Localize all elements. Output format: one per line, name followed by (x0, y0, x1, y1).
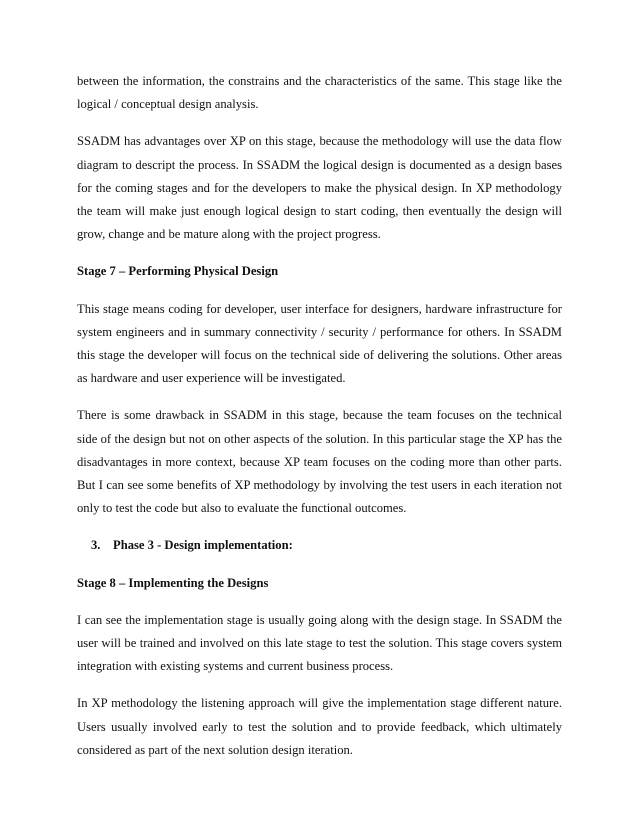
paragraph-implementation-stage: I can see the implementation stage is usually going along with the design stage. In SSADM the user will be trained and involved on this late stage to test the solution. This stage covers system integration with existing systems and current business process. (77, 612, 562, 674)
stage-8-heading: Stage 8 – Implementing the Designs (77, 575, 269, 590)
paragraph-physical-design: This stage means coding for developer, user interface for designers, hardware infrastructure for system engineers and in summary connectivity / security / performance for others. In SSADM this stage the developer will focus on the technical side of delivering the solutions. Other areas as hardware and user experience will be investigated. (77, 301, 562, 386)
paragraph-logical-design-intro: between the information, the constrains and the characteristics of the same. This stage like the logical / conceptual design analysis. (77, 74, 562, 112)
paragraph-xp-implementation: In XP methodology the listening approach will give the implementation stage different nature. Users usually involved early to test the solution and to provide feedback, which ultimately considered as part of the next solution design iteration. (77, 696, 562, 757)
stage-7-heading: Stage 7 – Performing Physical Design (77, 264, 279, 279)
phase-3-heading (77, 534, 562, 557)
paragraph-ssadm-vs-xp-logical: SSADM has advantages over XP on this stage, because the methodology will use the data flow diagram to descript the process. In SSADM the logical design is documented as a design bases for the coming stages and for the developers to make the physical design. In XP methodology the team will make just enough logical design to start coding, then eventually the design will grow, change and be mature along with the project progress. (77, 134, 562, 242)
phase-3-number: 3. (91, 538, 101, 553)
paragraph-physical-drawbacks: There is some drawback in SSADM in this stage, because the team focuses on the technical side of the design but not on other aspects of the solution. In this particular stage the XP has the disadvantages in more context, because XP team focuses on the coding more than other parts. But I can see some benefits of XP methodology by involving the test users in each iteration not only to test the code but also to evaluate the functional outcomes. (77, 408, 562, 516)
phase-3-title: Phase 3 - Design implementation: (113, 538, 293, 553)
document-page (77, 70, 562, 776)
